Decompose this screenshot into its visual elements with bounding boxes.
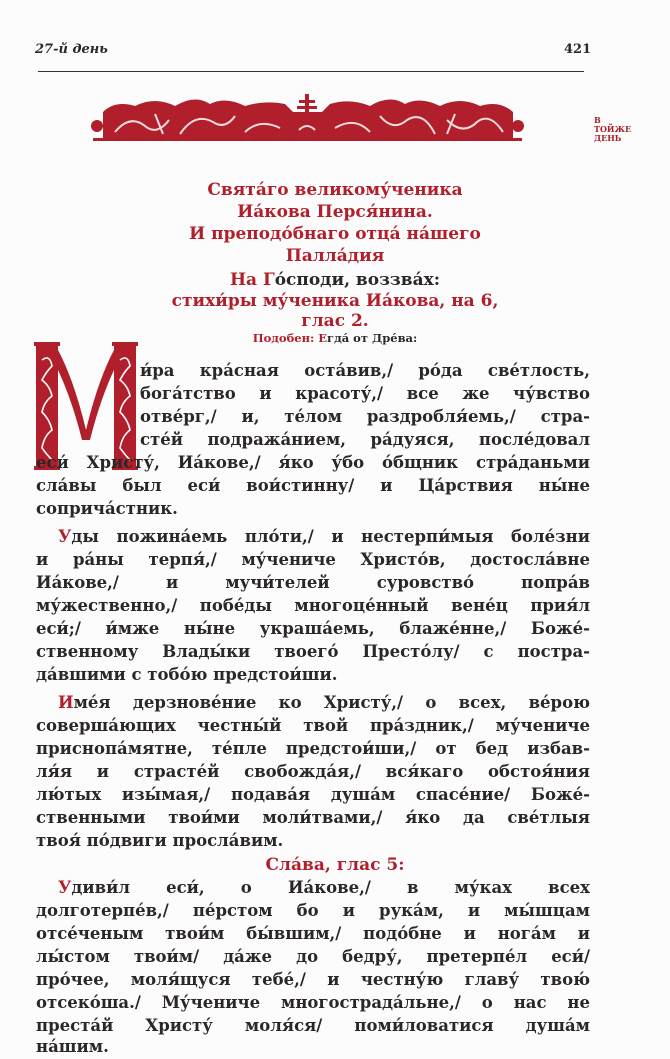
text-line-rest: ды пожина́емь пло́ти,/ и нестерпи́мыя боле́зни (71, 527, 590, 546)
initial-letter: И (58, 693, 74, 712)
slava-heading: Сла́ва, глас 5: (265, 855, 405, 875)
text-line: сте́й подража́нием, ра́дуяся, после́довал (140, 430, 590, 449)
section-heading (0, 270, 670, 291)
text-line: еси́ Христу́, Иа́кове,/ я́ко у́бо о́бщник стра́даньми (36, 453, 590, 472)
text-line: приснопа́мятне, те́пле предстои́ши,/ от бед избав- (36, 739, 590, 758)
text-line: долготерпе́в,/ пе́рстом бо и рука́м, и мы́шцам (36, 901, 590, 920)
text-line: и ра́ны терпя́,/ му́чениче Христо́в, достосла́вне (36, 550, 590, 569)
section-subheading: глас 2. (301, 311, 369, 331)
text-line: му́жественно,/ побе́ды многоце́нный вене́ц прия́л (36, 596, 590, 615)
text-line: отсеко́ша./ Му́чениче многострада́льне,/ о нас не (36, 993, 590, 1012)
text-line: лю́тых изы́мая,/ подава́я душа́м спасе́ние/ Боже́- (36, 785, 590, 804)
text-line: отсе́ченым твои́м бы́вшим,/ подо́бне и нога́м и (36, 924, 590, 943)
text-line: Иа́кове,/ и мучи́телей суровство́ попра́в (36, 573, 590, 592)
text-line: твоя́ по́двиги просла́вим. (36, 831, 284, 850)
text-line: ля́я и страсте́й свобожда́я,/ вся́каго обстоя́ния (36, 762, 590, 781)
text-line: ственному Влады́ки твоего́ Престо́лу/ с постра- (36, 642, 590, 661)
text-line-first (58, 877, 590, 898)
text-line: отве́рг,/ и, те́лом раздробля́емь,/ стра- (140, 407, 590, 426)
text-line: еси́;/ и́мже ны́не украша́емь, блаже́нне,/ Боже́- (36, 619, 590, 638)
section-heading-black: о́споди, воззва́х: (274, 270, 441, 290)
podoben-melody: гда́ от Дре́ва: (327, 331, 418, 345)
header-rule (38, 71, 584, 72)
floral-headpiece-icon (85, 92, 530, 144)
text-line-rest: ме́я дерзнове́ние ко Христу́,/ о всех, ве́рою (73, 693, 590, 712)
text-line: соприча́стник. (36, 499, 178, 518)
text-line: и́ра кра́сная оста́вив,/ ро́да све́тлость, (140, 361, 590, 380)
title-line: Свята́го великому́ченика (207, 180, 463, 200)
title-line: И преподо́бнаго отца́ на́шего (189, 224, 481, 244)
initial-letter: У (58, 527, 72, 546)
margin-note (594, 116, 631, 143)
text-line: преста́й Христу́ моля́ся/ поми́ловатися душа́м (36, 1016, 590, 1035)
margin-note-line: ТОЙЖЕ (594, 124, 632, 134)
text-line: лы́стом твои́м/ да́же до бедру́, претерпе́л еси́/ (36, 947, 590, 966)
margin-note-line: ДЕНЬ (594, 133, 622, 143)
text-line: да́вшими с тобо́ю предстои́ши. (36, 665, 338, 684)
section-subheading: стихи́ры му́ченика Иа́кова, на 6, (171, 291, 499, 311)
text-line: соверша́ющих честны́й твой пра́здник,/ му́чениче (36, 716, 590, 735)
initial-letter: У (58, 878, 72, 897)
text-line-rest: диви́л еси́, о Иа́кове,/ в му́ках всех (71, 878, 590, 897)
text-line: сла́вы был еси́ вои́стинну/ и Ца́рствия ны́не (36, 476, 590, 495)
text-line: ственными твои́ми моли́твами,/ я́ко да све́тлыя (36, 808, 590, 827)
running-title: 27-й день (35, 42, 108, 57)
text-line-first (58, 526, 590, 547)
section-heading-red: На Г (229, 270, 275, 290)
text-line: на́шим. (36, 1037, 109, 1056)
margin-note-line: В (594, 115, 601, 125)
title-line: Иа́кова Перся́нина. (237, 202, 433, 222)
podoben-label: Подобен: Е (252, 331, 328, 345)
text-line-first (58, 692, 590, 713)
text-line: про́чее, моля́щуся тебе́,/ и честну́ю главу́ твою́ (36, 970, 590, 989)
title-line: Палла́дия (285, 246, 385, 266)
text-line: бога́тство и красоту́,/ все же чу́вство (140, 384, 590, 403)
page-number: 421 (564, 42, 592, 57)
